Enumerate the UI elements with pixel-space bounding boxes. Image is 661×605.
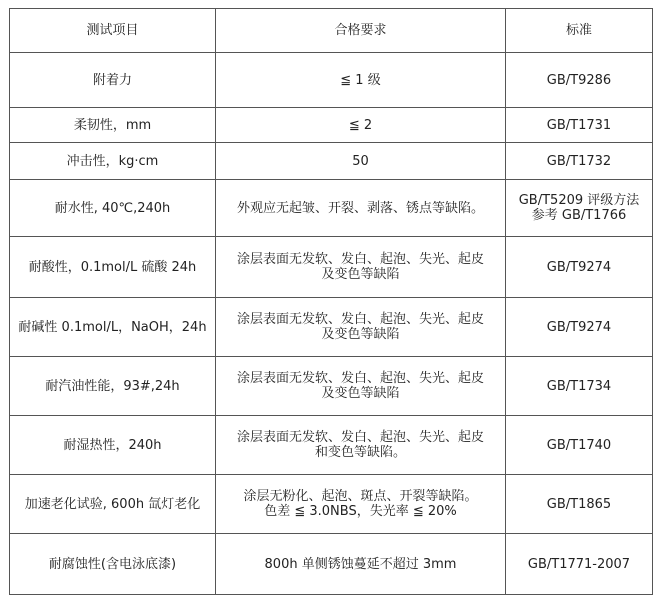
requirement-line: 涂层表面无发软、发白、起泡、失光、起皮: [236, 252, 484, 267]
requirement-line: 800h 单侧锈蚀蔓延不超过 3mm: [264, 556, 457, 572]
cell-standard: [506, 237, 653, 298]
requirement-line: 涂层无粉化、起泡、斑点、开裂等缺陷。: [243, 489, 478, 504]
cell-requirement: [216, 53, 506, 108]
standard-line: GB/T1731: [546, 117, 612, 133]
table-row: [10, 416, 653, 475]
table-row: [10, 53, 653, 108]
cell-standard: [506, 143, 653, 180]
requirement-line: 涂层表面无发软、发白、起泡、失光、起皮: [236, 312, 484, 327]
standard-line: GB/T9286: [546, 72, 612, 88]
cell-standard: [506, 53, 653, 108]
requirement-line: 50: [352, 153, 369, 169]
cell-item: 柔韧性，mm: [10, 108, 216, 143]
table-header-row: [10, 9, 653, 53]
cell-item: 附着力: [10, 53, 216, 108]
requirement-line: 色差 ≦ 3.0NBS，失光率 ≦ 20%: [264, 504, 457, 519]
cell-requirement: [216, 416, 506, 475]
standard-line: 参考 GB/T1766: [531, 208, 627, 223]
spec-table: [9, 8, 653, 595]
cell-standard: [506, 416, 653, 475]
requirement-line: 涂层表面无发软、发白、起泡、失光、起皮: [236, 371, 484, 386]
standard-line: GB/T5209 评级方法: [518, 193, 640, 208]
requirement-line: 和变色等缺陷。: [314, 445, 406, 460]
standard-line: GB/T1771-2007: [527, 556, 631, 572]
requirement-line: 外观应无起皱、开裂、剥落、锈点等缺陷。: [236, 200, 484, 216]
cell-standard: [506, 475, 653, 534]
cell-requirement: [216, 534, 506, 595]
header-requirement: 合格要求: [216, 9, 506, 53]
requirement-line: 涂层表面无发软、发白、起泡、失光、起皮: [236, 430, 484, 445]
cell-item: 耐腐蚀性(含电泳底漆): [10, 534, 216, 595]
table-row: [10, 108, 653, 143]
standard-line: GB/T1740: [546, 437, 612, 453]
cell-requirement: [216, 298, 506, 357]
requirement-line: 及变色等缺陷: [321, 267, 400, 282]
header-item: 测试项目: [10, 9, 216, 53]
requirement-line: ≦ 1 级: [340, 72, 381, 88]
cell-item: 冲击性，kg·cm: [10, 143, 216, 180]
cell-standard: [506, 298, 653, 357]
cell-item: 耐湿热性，240h: [10, 416, 216, 475]
header-standard: 标准: [506, 9, 653, 53]
cell-item: 加速老化试验, 600h 氙灯老化: [10, 475, 216, 534]
table-row: [10, 298, 653, 357]
table-row: [10, 180, 653, 237]
table-row: [10, 475, 653, 534]
cell-item: 耐碱性 0.1mol/L，NaOH，24h: [10, 298, 216, 357]
standard-line: GB/T9274: [546, 259, 612, 275]
standard-line: GB/T1734: [546, 378, 612, 394]
cell-requirement: [216, 357, 506, 416]
cell-requirement: [216, 237, 506, 298]
cell-standard: [506, 180, 653, 237]
cell-requirement: [216, 143, 506, 180]
cell-item: 耐酸性，0.1mol/L 硫酸 24h: [10, 237, 216, 298]
requirement-line: ≦ 2: [348, 117, 373, 133]
standard-line: GB/T1732: [546, 153, 612, 169]
table-row: [10, 534, 653, 595]
cell-requirement: [216, 475, 506, 534]
requirement-line: 及变色等缺陷: [321, 386, 400, 401]
cell-standard: [506, 108, 653, 143]
cell-standard: [506, 357, 653, 416]
cell-requirement: [216, 180, 506, 237]
cell-requirement: [216, 108, 506, 143]
cell-item: 耐水性, 40℃,240h: [10, 180, 216, 237]
cell-standard: [506, 534, 653, 595]
requirement-line: 及变色等缺陷: [321, 327, 400, 342]
table-row: [10, 237, 653, 298]
cell-item: 耐汽油性能，93#,24h: [10, 357, 216, 416]
standard-line: GB/T1865: [546, 496, 612, 512]
standard-line: GB/T9274: [546, 319, 612, 335]
table-row: [10, 357, 653, 416]
table-row: [10, 143, 653, 180]
